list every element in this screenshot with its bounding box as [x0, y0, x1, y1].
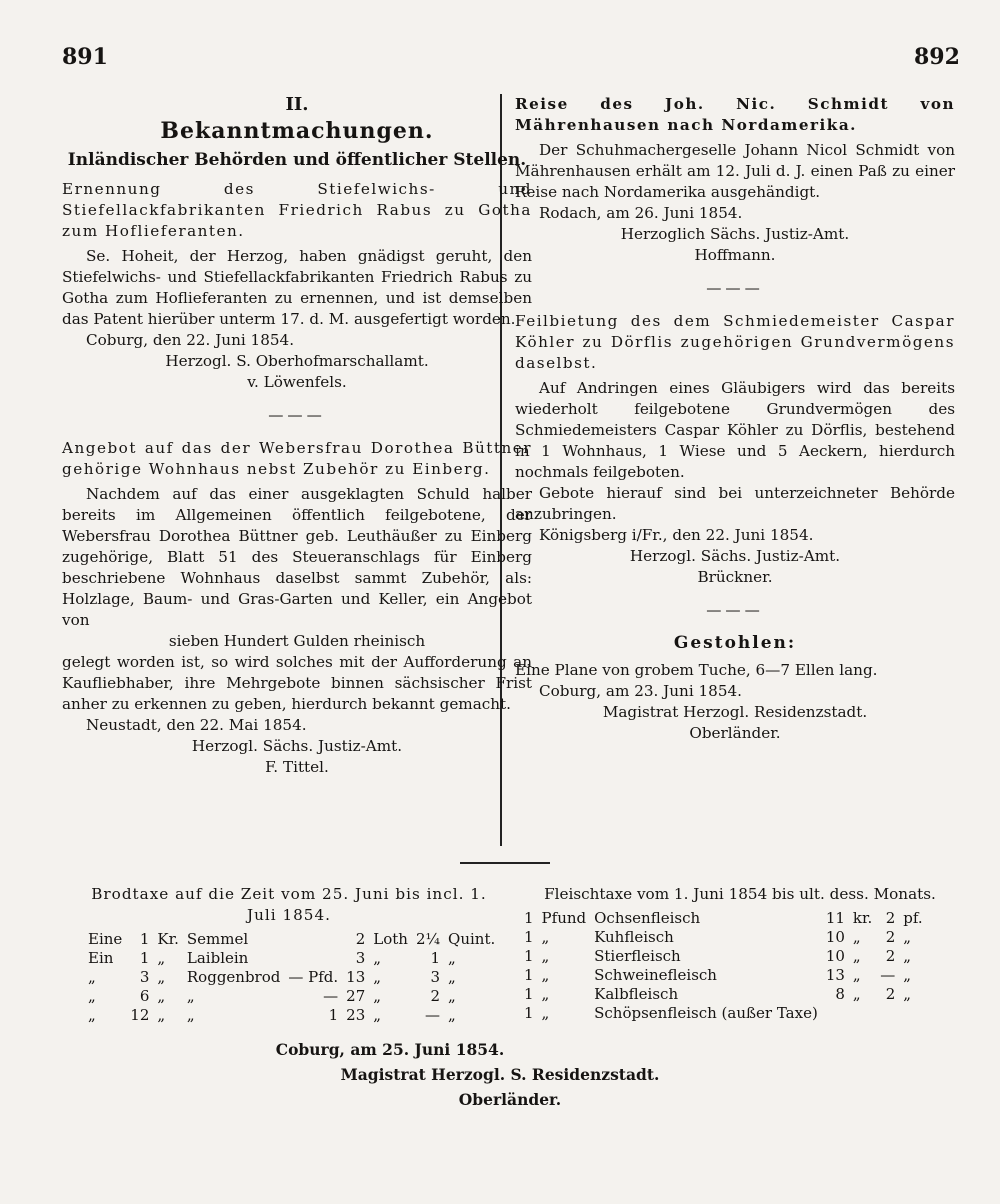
- page-number-right: 892: [914, 44, 960, 70]
- notice1-body: Se. Hoheit, der Herzog, haben gnädigst geruht, den Stiefelwichs- und Stiefellackfabrikanten Friedrich Rabus zu Gotha zum Hoflieferanten zu ernennen, und ist demselben das Patent hierüber unterm 17. d. M. ausgefertigt worden.: [62, 247, 532, 328]
- meat-cell: 1: [524, 966, 534, 984]
- separator-1: ———: [268, 406, 326, 424]
- notice3-title: Reise des Joh. Nic. Schmidt von Mährenhausen nach Nordamerika.: [515, 95, 955, 134]
- meat-cell: Schweinefleisch: [594, 966, 717, 984]
- meat-table-row: [520, 985, 927, 1004]
- bread-cell: 1: [139, 949, 150, 967]
- bread-cell: Ein: [88, 949, 114, 967]
- meat-cell: „: [852, 928, 861, 946]
- table-rule: [460, 862, 550, 864]
- meat-cell: —: [880, 966, 896, 984]
- meat-cell: „: [903, 966, 912, 984]
- notice4-title: Feilbietung des dem Schmiedemeister Caspar Köhler zu Dörflis zugehörigen Grundvermögens daselbst.: [515, 312, 955, 372]
- notice5-authority: Magistrat Herzogl. Residenzstadt.: [602, 703, 868, 721]
- meat-table-row: [520, 966, 927, 985]
- notice5-signer: Oberländer.: [689, 724, 781, 742]
- meat-cell: Pfund: [541, 909, 587, 927]
- bread-cell: 2: [355, 930, 366, 948]
- notice2-title: Angebot auf das der Webersfrau Dorothea Büttner gehörige Wohnhaus nebst Zubehör zu Einberg.: [62, 439, 532, 478]
- notice4-body: Auf Andringen eines Gläubigers wird das bereits wiederholt feilgebotene Grundvermögen des Schmiedemeisters Caspar Köhler zu Dörflis, bestehend in 1 Wohnhaus, 1 Wiese und 5 Aeckern, hierdurch nochmals feilgeboten.: [515, 379, 955, 481]
- bread-cell: „: [373, 949, 382, 967]
- footer-signer: Oberländer.: [458, 1090, 562, 1109]
- bread-cell: 2: [430, 987, 441, 1005]
- footer: [0, 1040, 1000, 1109]
- bread-cell: [284, 949, 342, 968]
- bread-cell: 23: [346, 1006, 366, 1024]
- left-column: [62, 94, 532, 778]
- bread-cell: „: [186, 1006, 195, 1024]
- meat-cell: 1: [524, 909, 534, 927]
- meat-table-row: [520, 947, 927, 966]
- bread-table-row: [84, 968, 499, 987]
- meat-table-row: [520, 1004, 927, 1023]
- meat-cell: „: [903, 985, 912, 1003]
- notice1-date: Coburg, den 22. Juni 1854.: [86, 331, 295, 349]
- bread-cell: „: [157, 949, 166, 967]
- meat-cell: „: [852, 966, 861, 984]
- bread-cell: 6: [139, 987, 150, 1005]
- notice3-date: Rodach, am 26. Juni 1854.: [539, 204, 743, 222]
- meat-table-row: [520, 928, 927, 947]
- bread-table-row: [84, 1006, 499, 1025]
- meat-table: [520, 909, 927, 1023]
- meat-cell: 1: [524, 985, 534, 1003]
- page-number-left: 891: [62, 44, 108, 70]
- notice5-body: Eine Plane von grobem Tuche, 6—7 Ellen lang.: [515, 661, 878, 679]
- section-title: Bekanntmachungen.: [160, 118, 434, 144]
- bread-cell: 12: [130, 1006, 150, 1024]
- meat-table-section: [520, 884, 960, 1023]
- meat-cell: 1: [524, 928, 534, 946]
- bread-cell: [284, 930, 342, 949]
- notice5-title: Gestohlen:: [673, 633, 797, 653]
- bread-cell: „: [373, 1006, 382, 1024]
- meat-cell: Ochsenfleisch: [594, 909, 701, 927]
- bread-cell: „: [373, 987, 382, 1005]
- bread-cell: 2¼: [415, 930, 441, 948]
- meat-cell: Kuhfleisch: [594, 928, 674, 946]
- meat-cell: 2: [885, 947, 896, 965]
- notice4-authority: Herzogl. Sächs. Justiz-Amt.: [629, 547, 841, 565]
- bread-cell: 1: [139, 930, 150, 948]
- section-number: II.: [285, 94, 309, 115]
- footer-date: Coburg, am 25. Juni 1854.: [275, 1040, 505, 1059]
- meat-table-row: [520, 909, 927, 928]
- bread-cell: „: [373, 968, 382, 986]
- subsection-title: Inländischer Behörden und öffentlicher Stellen.: [67, 150, 527, 170]
- meat-cell: „: [541, 985, 550, 1003]
- meat-cell: 1: [524, 1004, 534, 1022]
- meat-cell: 11: [825, 909, 845, 927]
- meat-cell: „: [541, 947, 550, 965]
- meat-cell: 10: [825, 947, 845, 965]
- bread-table-row: [84, 987, 499, 1006]
- notice2-body-b: gelegt worden ist, so wird solches mit der Aufforderung an Kaufliebhaber, ihre Mehrgebote binnen sächsischer Frist anher zu erkennen zu geben, hierdurch bekannt gemacht.: [62, 653, 532, 713]
- bread-cell: Laiblein: [186, 949, 249, 967]
- notice1-title: Ernennung des Stiefelwichs- und Stiefellackfabrikanten Friedrich Rabus zu Gotha zum Hoflieferanten.: [62, 180, 532, 240]
- meat-cell: 13: [825, 966, 845, 984]
- meat-cell: „: [903, 928, 912, 946]
- meat-cell: 2: [885, 909, 896, 927]
- bread-cell: „: [448, 968, 456, 986]
- footer-authority: Magistrat Herzogl. S. Residenzstadt.: [340, 1065, 660, 1084]
- bread-cell: „: [88, 987, 96, 1005]
- notice1-authority: Herzogl. S. Oberhofmarschallamt.: [165, 352, 429, 370]
- meat-cell: [849, 1004, 876, 1023]
- meat-cell: 1: [524, 947, 534, 965]
- notice2-date: Neustadt, den 22. Mai 1854.: [86, 716, 307, 734]
- bread-cell: Loth: [373, 930, 408, 948]
- meat-cell: 8: [835, 985, 845, 1003]
- right-column: [515, 94, 955, 744]
- meat-cell: kr.: [852, 909, 873, 927]
- meat-cell: pf.: [903, 909, 923, 927]
- bread-cell: — Pfd.: [288, 968, 339, 986]
- bread-cell: „: [157, 968, 166, 986]
- bread-title: Brodtaxe auf die Zeit vom 25. Juni bis incl. 1. Juli 1854.: [91, 885, 487, 924]
- bread-cell: 27: [346, 987, 366, 1005]
- bread-cell: 3: [355, 949, 366, 967]
- notice1-signer: v. Löwenfels.: [247, 373, 347, 391]
- bread-cell: 1: [430, 949, 441, 967]
- bread-cell: „: [88, 968, 96, 986]
- notice4-signer: Brückner.: [697, 568, 773, 586]
- bread-cell: 1: [328, 1006, 339, 1024]
- bread-cell: Semmel: [186, 930, 249, 948]
- meat-cell: [899, 1004, 926, 1023]
- meat-cell: 2: [885, 985, 896, 1003]
- separator-2: ———: [706, 279, 764, 297]
- bread-table: [84, 930, 499, 1025]
- notice2-body-a: Nachdem auf das einer ausgeklagten Schuld halber bereits im Allgemeinen öffentlich feilgebotene, der Webersfrau Dorothea Büttner geb. Leuthäußer zu Einberg zugehörige, Blatt 51 des Steueranschlags für Einberg beschriebene Wohnhaus daselbst sammt Zubehör, als: Holzlage, Baum- und Gras-Garten und Keller, ein Angebot von: [62, 485, 532, 629]
- bread-cell: „: [448, 1006, 456, 1024]
- notice5-date: Coburg, am 23. Juni 1854.: [539, 682, 742, 700]
- meat-cell: „: [903, 947, 912, 965]
- notice2-signer: F. Tittel.: [265, 758, 329, 776]
- notice4-body2: Gebote hierauf sind bei unterzeichneter Behörde anzubringen.: [515, 484, 955, 523]
- meat-cell: „: [541, 1004, 550, 1022]
- meat-cell: „: [852, 947, 861, 965]
- bread-cell: „: [448, 949, 456, 967]
- notice4-date: Königsberg i/Fr., den 22. Juni 1854.: [539, 526, 814, 544]
- meat-cell: Kalbfleisch: [594, 985, 679, 1003]
- separator-3: ———: [706, 601, 764, 619]
- meat-cell: „: [541, 966, 550, 984]
- notice2-amount: sieben Hundert Gulden rheinisch: [168, 632, 426, 650]
- bread-cell: Eine: [88, 930, 123, 948]
- meat-cell: „: [852, 985, 861, 1003]
- bread-table-row: [84, 949, 499, 968]
- meat-cell: 2: [885, 928, 896, 946]
- notice2-authority: Herzogl. Sächs. Justiz-Amt.: [191, 737, 403, 755]
- bread-cell: —: [323, 987, 339, 1005]
- bread-cell: „: [157, 987, 166, 1005]
- bread-cell: Quint.: [448, 930, 496, 948]
- bread-cell: „: [88, 1006, 96, 1024]
- bread-table-row: [84, 930, 499, 949]
- notice3-signer: Hoffmann.: [694, 246, 776, 264]
- bread-cell: Kr.: [157, 930, 179, 948]
- meat-cell: [822, 1004, 849, 1023]
- bread-cell: Roggenbrod: [186, 968, 281, 986]
- bread-cell: „: [186, 987, 195, 1005]
- meat-title: Fleischtaxe vom 1. Juni 1854 bis ult. dess. Monats.: [544, 885, 936, 903]
- meat-cell: „: [541, 928, 550, 946]
- notice3-body: Der Schuhmachergeselle Johann Nicol Schmidt von Mährenhausen erhält am 12. Juli d. J. einen Paß zu einer Reise nach Nordamerika ausgehändigt.: [515, 141, 955, 201]
- bread-cell: 3: [139, 968, 150, 986]
- bread-cell: „: [448, 987, 456, 1005]
- bread-cell: 13: [346, 968, 366, 986]
- meat-cell: 10: [825, 928, 845, 946]
- meat-cell: [876, 1004, 899, 1023]
- bread-table-section: [84, 884, 494, 1025]
- bread-cell: „: [157, 1006, 166, 1024]
- bread-cell: 3: [430, 968, 441, 986]
- notice3-authority: Herzoglich Sächs. Justiz-Amt.: [620, 225, 850, 243]
- bread-cell: —: [425, 1006, 441, 1024]
- meat-cell: Stierfleisch: [594, 947, 681, 965]
- meat-cell: Schöpsenfleisch (außer Taxe): [594, 1004, 818, 1022]
